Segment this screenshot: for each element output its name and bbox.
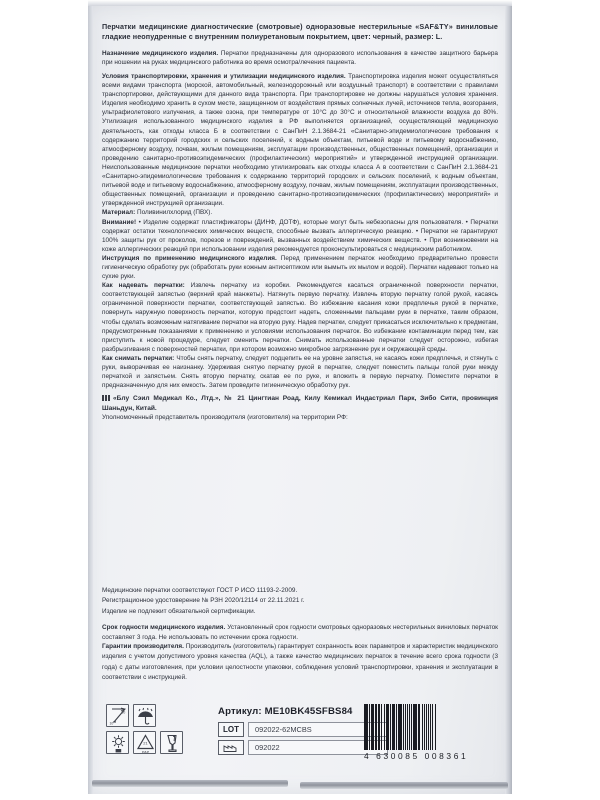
material-text: Поливинилхлорид (ПВХ). [135, 209, 213, 217]
transport-heading: Условия транспортировки, хранения и утилизации медицинского изделия. [102, 73, 346, 80]
handling-symbols-group [106, 704, 190, 758]
codes-group [218, 706, 388, 758]
carton-bottom-flap-left [92, 780, 288, 787]
instructions-text-block [102, 22, 498, 422]
lot-value: 092022-62MCBS [248, 722, 388, 737]
article-label: Артикул: [218, 706, 262, 717]
transport-text: Транспортировка изделия может осуществляться всеми видами транспорта (морской, автомобильный, железнодорожный или воздушный транспорт) в соответствии с правилами транспортировки, действующими для данного вида транспорта. При транспортировке не должны нарушаться условия хранения. Изделия необходимо хранить в сухом месте, защищенном от воздействия прямых солнечных лучей, источников тепла, возгорания, ультрафиолетового излучения, а также озона, при температуре от 10°C до 30°C и относительной влажности воздуха до 80%. Утилизация использованного медицинского изделия в РФ выполняется организацией, осуществляющей медицинскую деятельность, как отходы класса Б в соответствии с СанПиН 2.1.3684-21 «Санитарно-эпидемиологические требования к содержанию территорий городских и сельских поселений, к водным объектам, питьевой воде и питьевому водоснабжению, атмосферному воздуху, почвам, жилым помещениям, эксплуатации производственных, общественных помещений, организации и проведению санитарно-противоэпидемических (профилактических) мероприятий» и утвержденной инструкцией организации. Неиспользованные медицинские перчатки необходимо утилизировать как отходы класса А в соответствии с СанПиН 2.1.3684-21 «Санитарно-эпидемиологические требования к содержанию территорий городских и сельских поселений, к водным объектам, питьевой воде и питьевому водоснабжению, атмосферному воздуху, почвам, жилым помещениям, эксплуатации производственных, общественных помещений, организации и проведению санитарно-противоэпидемических (профилактических) мероприятий» и утвержденной инструкцией организации. [102, 73, 498, 208]
donning-paragraph [102, 281, 498, 354]
purpose-heading: Назначение медицинского изделия. [102, 49, 219, 57]
warranty-paragraph [102, 642, 498, 684]
manufacture-date-row [218, 740, 388, 755]
certification-line: Изделие не подлежит обязательной сертификации. [102, 607, 256, 615]
donning-text: Извлечь перчатку из коробки. Рекомендуется касаться ограниченной поверхности перчатки, соответствующей запястью (верхний край манжеты). Натянуть первую перчатку. Извлечь вторую перчатку голой рукой, касаясь ограниченной поверхности перчатки, соответствующей запястью. Во избежание касания кожи предплечья рукой в перчатке, повернуть наружную поверхность перчатки, которую предстоит надеть, сложенными пальцами руки в перчатке, таким образом, чтобы сделать возможным натягивание перчатки на вторую руку. Надев перчатки, следует прикасаться исключительно к предметам, предусмотренным показаниями к применению и условиями использования перчаток. Во избежание контаминации перед тем, как приступить к новой процедуре, следует сменить перчатки. Снимать использованные перчатки следует осторожно, избегая разбрызгивания с поверхностей перчатки, при котором возможно микробное загрязнение рук и окружающей среды. [102, 282, 498, 353]
carton-bottom-flap-right [300, 782, 508, 789]
shelf-life-heading: Срок годности медицинского изделия. [102, 624, 226, 632]
instruction-paragraph [102, 254, 498, 281]
barcode [364, 704, 494, 761]
doffing-heading: Как снимать перчатки: [102, 354, 175, 362]
product-title: Перчатки медицинские диагностические (смотровые) одноразовые нестерильные «SAF&TY» виниловые гладкие неопудренные с внутренним полиуретановым покрытием, цвет: черный, размер: L. [102, 22, 498, 42]
barcode-bars [364, 704, 488, 750]
article-line [218, 706, 388, 717]
registration-line: Регистрационное удостоверение № РЗН 2020/12114 от 22.11.2021 г. [102, 597, 305, 605]
authorized-rep-paragraph [102, 413, 498, 422]
svg-text:21: 21 [143, 740, 148, 746]
symbols-row-bottom [106, 731, 190, 754]
lot-row [218, 722, 388, 737]
attention-heading: Внимание! [102, 218, 137, 226]
barcode-digits: 4 630085 008361 [364, 751, 469, 761]
svg-text:PAP: PAP [141, 750, 150, 755]
doffing-paragraph [102, 354, 498, 390]
carton-right-fold [505, 6, 512, 794]
fragile-glass-icon [160, 731, 183, 754]
purpose-paragraph [102, 49, 498, 67]
purpose-text: Перчатки предназначены для одноразового использования в качестве защитного барьера при ношении на руках медицинского работника во время осмотра/лечения пациента. [102, 49, 498, 66]
doffing-text: Чтобы снять перчатку, следует подцепить ее на уровне запястья, не касаясь кожи предплечья, и стянуть с руки, выворачивая ее наизнанку. Удерживая снятую перчатку рукой в перчатке, следует поместить пальцы голой руки между перчаткой и запястьем. Снять вторую перчатку, скатав ее по руке, и вложить в первую перчатку. Поместите перчатки в предназначенную для них емкость. Затем проведите гигиеническую обработку рук. [102, 354, 498, 390]
keep-away-from-sunlight-icon [106, 731, 129, 754]
attention-paragraph [102, 218, 498, 254]
keep-dry-umbrella-icon [133, 704, 156, 727]
instruction-text: Перед применением перчаток необходимо предварительно провести гигиеническую обработку рук (обработать руки кожным антисептиком или вымыть их мылом и водой). Перчатки надевают только на сухие руки. [102, 254, 498, 281]
transport-paragraph [102, 72, 498, 208]
material-heading: Материал: [102, 209, 136, 217]
lot-label: LOT [218, 722, 244, 737]
svg-text:10: 10 [109, 721, 114, 726]
symbols-row-top [106, 704, 190, 727]
svg-text:30: 30 [121, 710, 126, 715]
material-paragraph [102, 208, 498, 217]
warranty-heading: Гарантии производителя. [102, 642, 184, 650]
manufacture-date-icon [218, 740, 244, 755]
authorized-rep-text: Уполномоченный представитель производителя (изготовителя) на территории РФ: [102, 414, 348, 422]
standard-line: Медицинские перчатки соответствуют ГОСТ Р ИСО 11193-2-2009. [102, 587, 298, 594]
manufacture-date-value: 092022 [248, 740, 388, 755]
carton-left-fold [88, 6, 93, 794]
factory-icon [102, 395, 110, 401]
codes-and-symbols-row [102, 704, 502, 782]
attention-text: • Изделие содержат пластификаторы (ДИНФ, ДОТФ), которые могут быть небезопасны для пользователя. • Перчатки содержат остатки технологических химических веществ, способные вызвать аллергическую реакцию. • Перчатки не гарантируют 100% защиты рук от проколов, порезов и повреждений, вызванных воздействием химических веществ. • При возникновении на коже аллергических реакций при использовании изделия рекомендуется проконсультироваться с медицинским работником. [102, 218, 498, 253]
manufacturer-paragraph [102, 394, 498, 413]
temperature-limit-icon [106, 704, 129, 727]
warranty-text: Производитель (изготовитель) гарантирует сохранность всех параметров и характеристик медицинского изделия с учетом допустимого уровня качества (AQL), а также качество медицинских перчаток в течение всего срока годности (3 года) с даты изготовления, при условии целостности упаковки, соблюдения условий транспортировки, хранения и эксплуатации в соответствии с инструкцией. [102, 642, 498, 682]
recycle-pap-icon [133, 731, 156, 754]
shelf-life-text: Установленный срок годности смотровых одноразовых нестерильных виниловых перчаток составляет 3 года. Не использовать по истечении срока годности. [102, 624, 498, 641]
manufacturer-text: «Блу Сэил Медикал Ко., Лтд.», № 21 Цингтиан Роад, Килу Кемикал Индастриал Парк, Зибо Сити, провинция Шаньдун, Китай. [102, 395, 498, 412]
instruction-heading: Инструкция по применению медицинского изделия. [102, 254, 277, 262]
donning-heading: Как надевать перчатки: [102, 282, 185, 290]
regulatory-text-block [102, 586, 498, 683]
article-value: ME10BK45SFBS84 [264, 706, 353, 717]
shelf-life-paragraph [102, 623, 498, 642]
